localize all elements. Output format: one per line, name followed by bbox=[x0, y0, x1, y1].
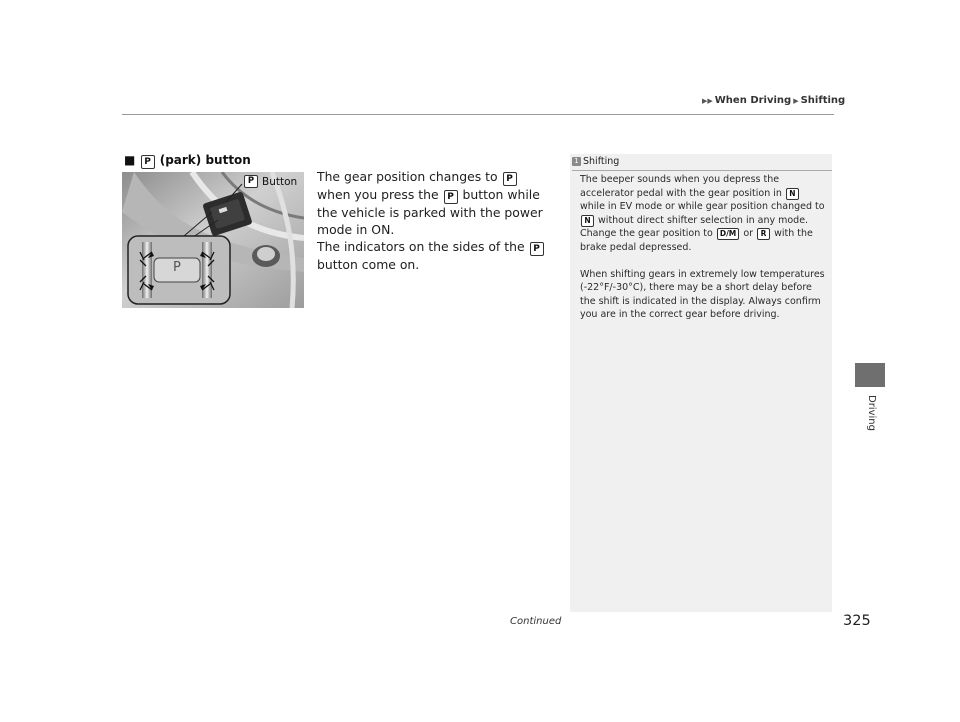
breadcrumb bbox=[700, 95, 845, 106]
side-tab-label: Driving bbox=[866, 395, 877, 431]
sidebar-title-text: Shifting bbox=[583, 156, 620, 167]
park-key-icon: P bbox=[141, 155, 155, 169]
breadcrumb-item: Shifting bbox=[800, 95, 846, 106]
body-text-fragment: when you bbox=[317, 187, 378, 202]
park-key-icon: P bbox=[444, 190, 458, 204]
side-tab-marker bbox=[855, 363, 885, 387]
sidebar-paragraph: When shifting gears in extremely low temperatures (-22°F/-30°C), there may be a short delay before the shift is indicated in the display. Always confirm you are in the correct gear before driving. bbox=[580, 268, 825, 321]
body-text-fragment: The gear position changes to bbox=[317, 169, 498, 184]
body-paragraph bbox=[317, 238, 553, 273]
inset-park-letter: P bbox=[173, 260, 181, 275]
breadcrumb-item: When Driving bbox=[714, 95, 792, 106]
sidebar-index-icon: 1 bbox=[572, 157, 581, 166]
sidebar-text bbox=[580, 173, 825, 322]
body-text bbox=[317, 168, 553, 273]
sidebar-text-fragment: with the brake pedal depressed. bbox=[580, 228, 813, 253]
drive-key-icon: D/M bbox=[717, 228, 739, 240]
body-text-fragment: The indicators on the sides of the bbox=[317, 239, 525, 254]
page-number: 325 bbox=[843, 613, 871, 629]
park-key-icon: P bbox=[530, 242, 544, 256]
heading-title: (park) button bbox=[159, 153, 251, 167]
reverse-key-icon: R bbox=[757, 228, 770, 240]
park-key-icon: P bbox=[503, 172, 517, 186]
sidebar-text-fragment: The beeper sounds when you depress the accelerator pedal with the gear position in bbox=[580, 174, 782, 199]
body-text-fragment: press the bbox=[381, 187, 439, 202]
header-rule bbox=[122, 114, 834, 115]
park-button-figure bbox=[122, 172, 304, 308]
breadcrumb-arrow-icon: ▶ bbox=[793, 97, 799, 105]
park-key-icon: P bbox=[244, 175, 258, 188]
continued-note: Continued bbox=[510, 616, 562, 627]
sidebar-text-fragment: or bbox=[743, 228, 754, 240]
neutral-key-icon: N bbox=[581, 215, 594, 227]
sidebar-text-fragment: while in EV mode or while gear position changed to bbox=[580, 201, 825, 213]
paragraph-gap bbox=[580, 255, 825, 268]
body-text-fragment: button come on. bbox=[317, 257, 420, 272]
sidebar-paragraph bbox=[580, 173, 825, 227]
callout-text: Button bbox=[262, 175, 298, 188]
section-heading bbox=[124, 153, 251, 169]
sidebar-paragraph bbox=[580, 227, 825, 254]
heading-bullet: ■ bbox=[124, 153, 136, 167]
neutral-key-icon: N bbox=[786, 188, 799, 200]
figure-callout bbox=[243, 175, 297, 188]
sidebar-title bbox=[572, 156, 832, 171]
body-text-fragment: button while the vehicle is parked with the power mode in ON. bbox=[317, 187, 543, 237]
breadcrumb-arrow-icon: ▶▶ bbox=[702, 97, 713, 105]
console-illustration bbox=[122, 172, 304, 308]
sidebar-text-fragment: Change the gear position to bbox=[580, 228, 713, 240]
body-paragraph bbox=[317, 168, 553, 238]
sidebar-text-fragment: without direct shifter selection in any mode. bbox=[598, 214, 809, 226]
